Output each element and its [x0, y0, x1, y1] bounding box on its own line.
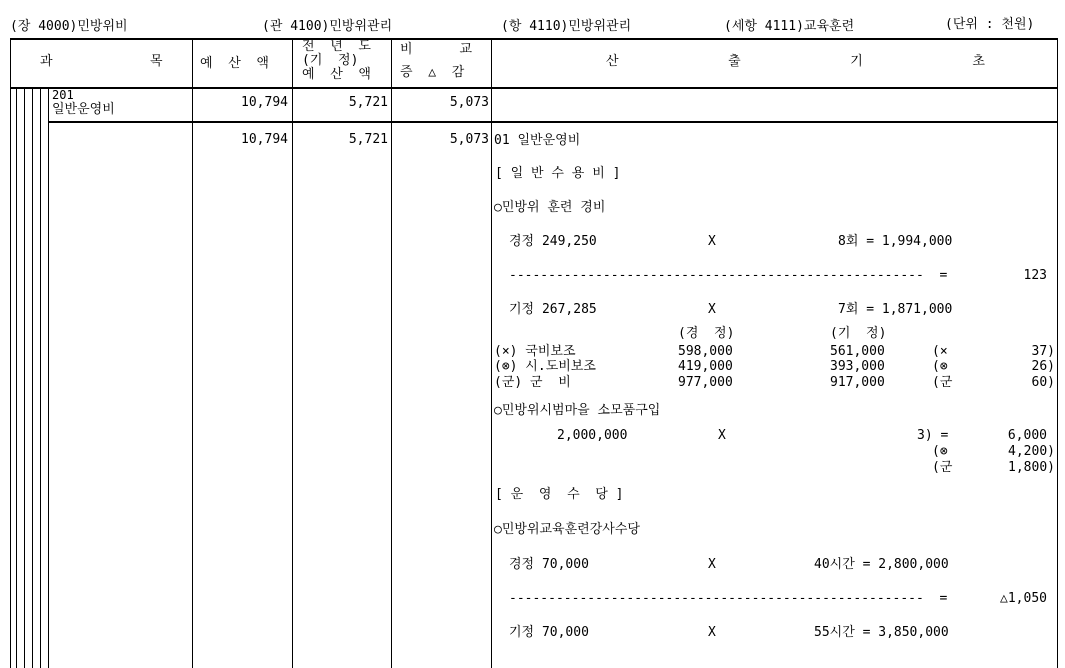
basis-fund-value: 917,000: [830, 375, 885, 390]
basis-fund-value: 561,000: [830, 344, 885, 359]
unit-label: (단위 : 천원): [945, 17, 1035, 32]
basis-diff-value: 123: [1023, 268, 1047, 283]
row1-name: 일반운영비: [52, 102, 115, 117]
level-line: [40, 88, 41, 668]
col-divider-4: [491, 38, 492, 668]
basis-fund-value: 598,000: [678, 344, 733, 359]
level-line: [32, 88, 33, 668]
basis-line: 기정 70,000: [509, 625, 589, 640]
basis-fund-mark: (군: [932, 375, 953, 390]
basis-fund-label: (군) 군 비: [494, 375, 571, 390]
level-line: [48, 88, 49, 668]
basis-item-title: 01 일반운영비: [494, 133, 581, 148]
row1-budget: 10,794: [241, 95, 288, 110]
basis-section: [ 운 영 수 당 ]: [495, 487, 624, 502]
basis-fund-diff: 26): [1031, 359, 1055, 374]
basis-diff-value: △1,050: [1000, 591, 1047, 606]
header-compare-2: 증 △ 감: [400, 65, 465, 80]
basis-dash-line: ----------------------------------------------------- =: [509, 268, 948, 283]
hang-title: (항 4110)민방위관리: [501, 19, 632, 34]
sehang-title: (세항 4111)교육훈련: [724, 19, 855, 34]
header-compare-1: 비 교: [400, 42, 473, 57]
basis-col-head: (기 정): [830, 326, 887, 341]
row2-prev: 5,721: [348, 132, 388, 147]
basis-line: X: [708, 557, 716, 572]
basis-line: 7회 = 1,871,000: [838, 302, 953, 317]
basis-line: 2,000,000: [557, 428, 628, 443]
basis-fund-value: 419,000: [678, 359, 733, 374]
basis-line: X: [708, 234, 716, 249]
basis-fund-diff: 4,200): [1008, 444, 1055, 459]
row2-budget: 10,794: [241, 132, 288, 147]
basis-fund-value: 977,000: [678, 375, 733, 390]
basis-fund-diff: 37): [1031, 344, 1055, 359]
basis-col-head: (경 정): [678, 326, 735, 341]
table-left-border: [10, 38, 11, 668]
basis-line: 경정 70,000: [509, 557, 589, 572]
basis-subtitle: ○민방위 훈련 경비: [494, 200, 606, 215]
header-subject-a: 과: [40, 54, 53, 69]
basis-line: 기정 267,285: [509, 302, 597, 317]
header-subject-b: 목: [150, 54, 163, 69]
basis-line: 6,000: [1007, 428, 1047, 443]
basis-subtitle: ○민방위교육훈련강사수당: [494, 522, 640, 537]
header-prev-1: 전 년 도: [302, 39, 371, 54]
basis-line: X: [718, 428, 726, 443]
header-prev-3: 예 산 액: [302, 67, 371, 82]
row1-diff: 5,073: [449, 95, 489, 110]
row1-prev: 5,721: [348, 95, 388, 110]
basis-fund-label: (⊗) 시.도비보조: [494, 359, 596, 374]
header-basis: 산 출 기 초: [606, 54, 985, 69]
basis-fund-mark: (×: [932, 344, 948, 359]
basis-line: 55시간 = 3,850,000: [814, 625, 949, 640]
basis-fund-label: (×) 국비보조: [494, 344, 576, 359]
row1-code: 201: [52, 88, 74, 102]
basis-line: X: [708, 625, 716, 640]
basis-fund-diff: 60): [1031, 375, 1055, 390]
row1-bottom-border: [48, 121, 1058, 123]
gwan-title: (관 4100)민방위관리: [262, 19, 393, 34]
basis-line: 8회 = 1,994,000: [838, 234, 953, 249]
basis-fund-diff: 1,800): [1008, 460, 1055, 475]
header-bottom-border: [10, 87, 1058, 89]
basis-line: 경정 249,250: [509, 234, 597, 249]
basis-subtitle: ○민방위시범마을 소모품구입: [494, 403, 661, 418]
basis-section: [ 일 반 수 용 비 ]: [495, 166, 621, 181]
basis-fund-value: 393,000: [830, 359, 885, 374]
basis-dash-line: ----------------------------------------------------- =: [509, 591, 948, 606]
header-budget: 예 산 액: [200, 56, 269, 71]
basis-fund-mark: (군: [932, 460, 953, 475]
basis-fund-mark: (⊗: [932, 444, 948, 459]
basis-fund-mark: (⊗: [932, 359, 948, 374]
level-line: [16, 88, 17, 668]
jang-title: (장 4000)민방위비: [10, 19, 128, 34]
table-top-border: [10, 38, 1058, 40]
header-prev-2: (기 정): [302, 53, 359, 68]
row2-diff: 5,073: [449, 132, 489, 147]
basis-line: X: [708, 302, 716, 317]
basis-line: 40시간 = 2,800,000: [814, 557, 949, 572]
basis-line: 3) =: [917, 428, 949, 443]
table-right-border: [1057, 38, 1058, 668]
level-line: [24, 88, 25, 668]
